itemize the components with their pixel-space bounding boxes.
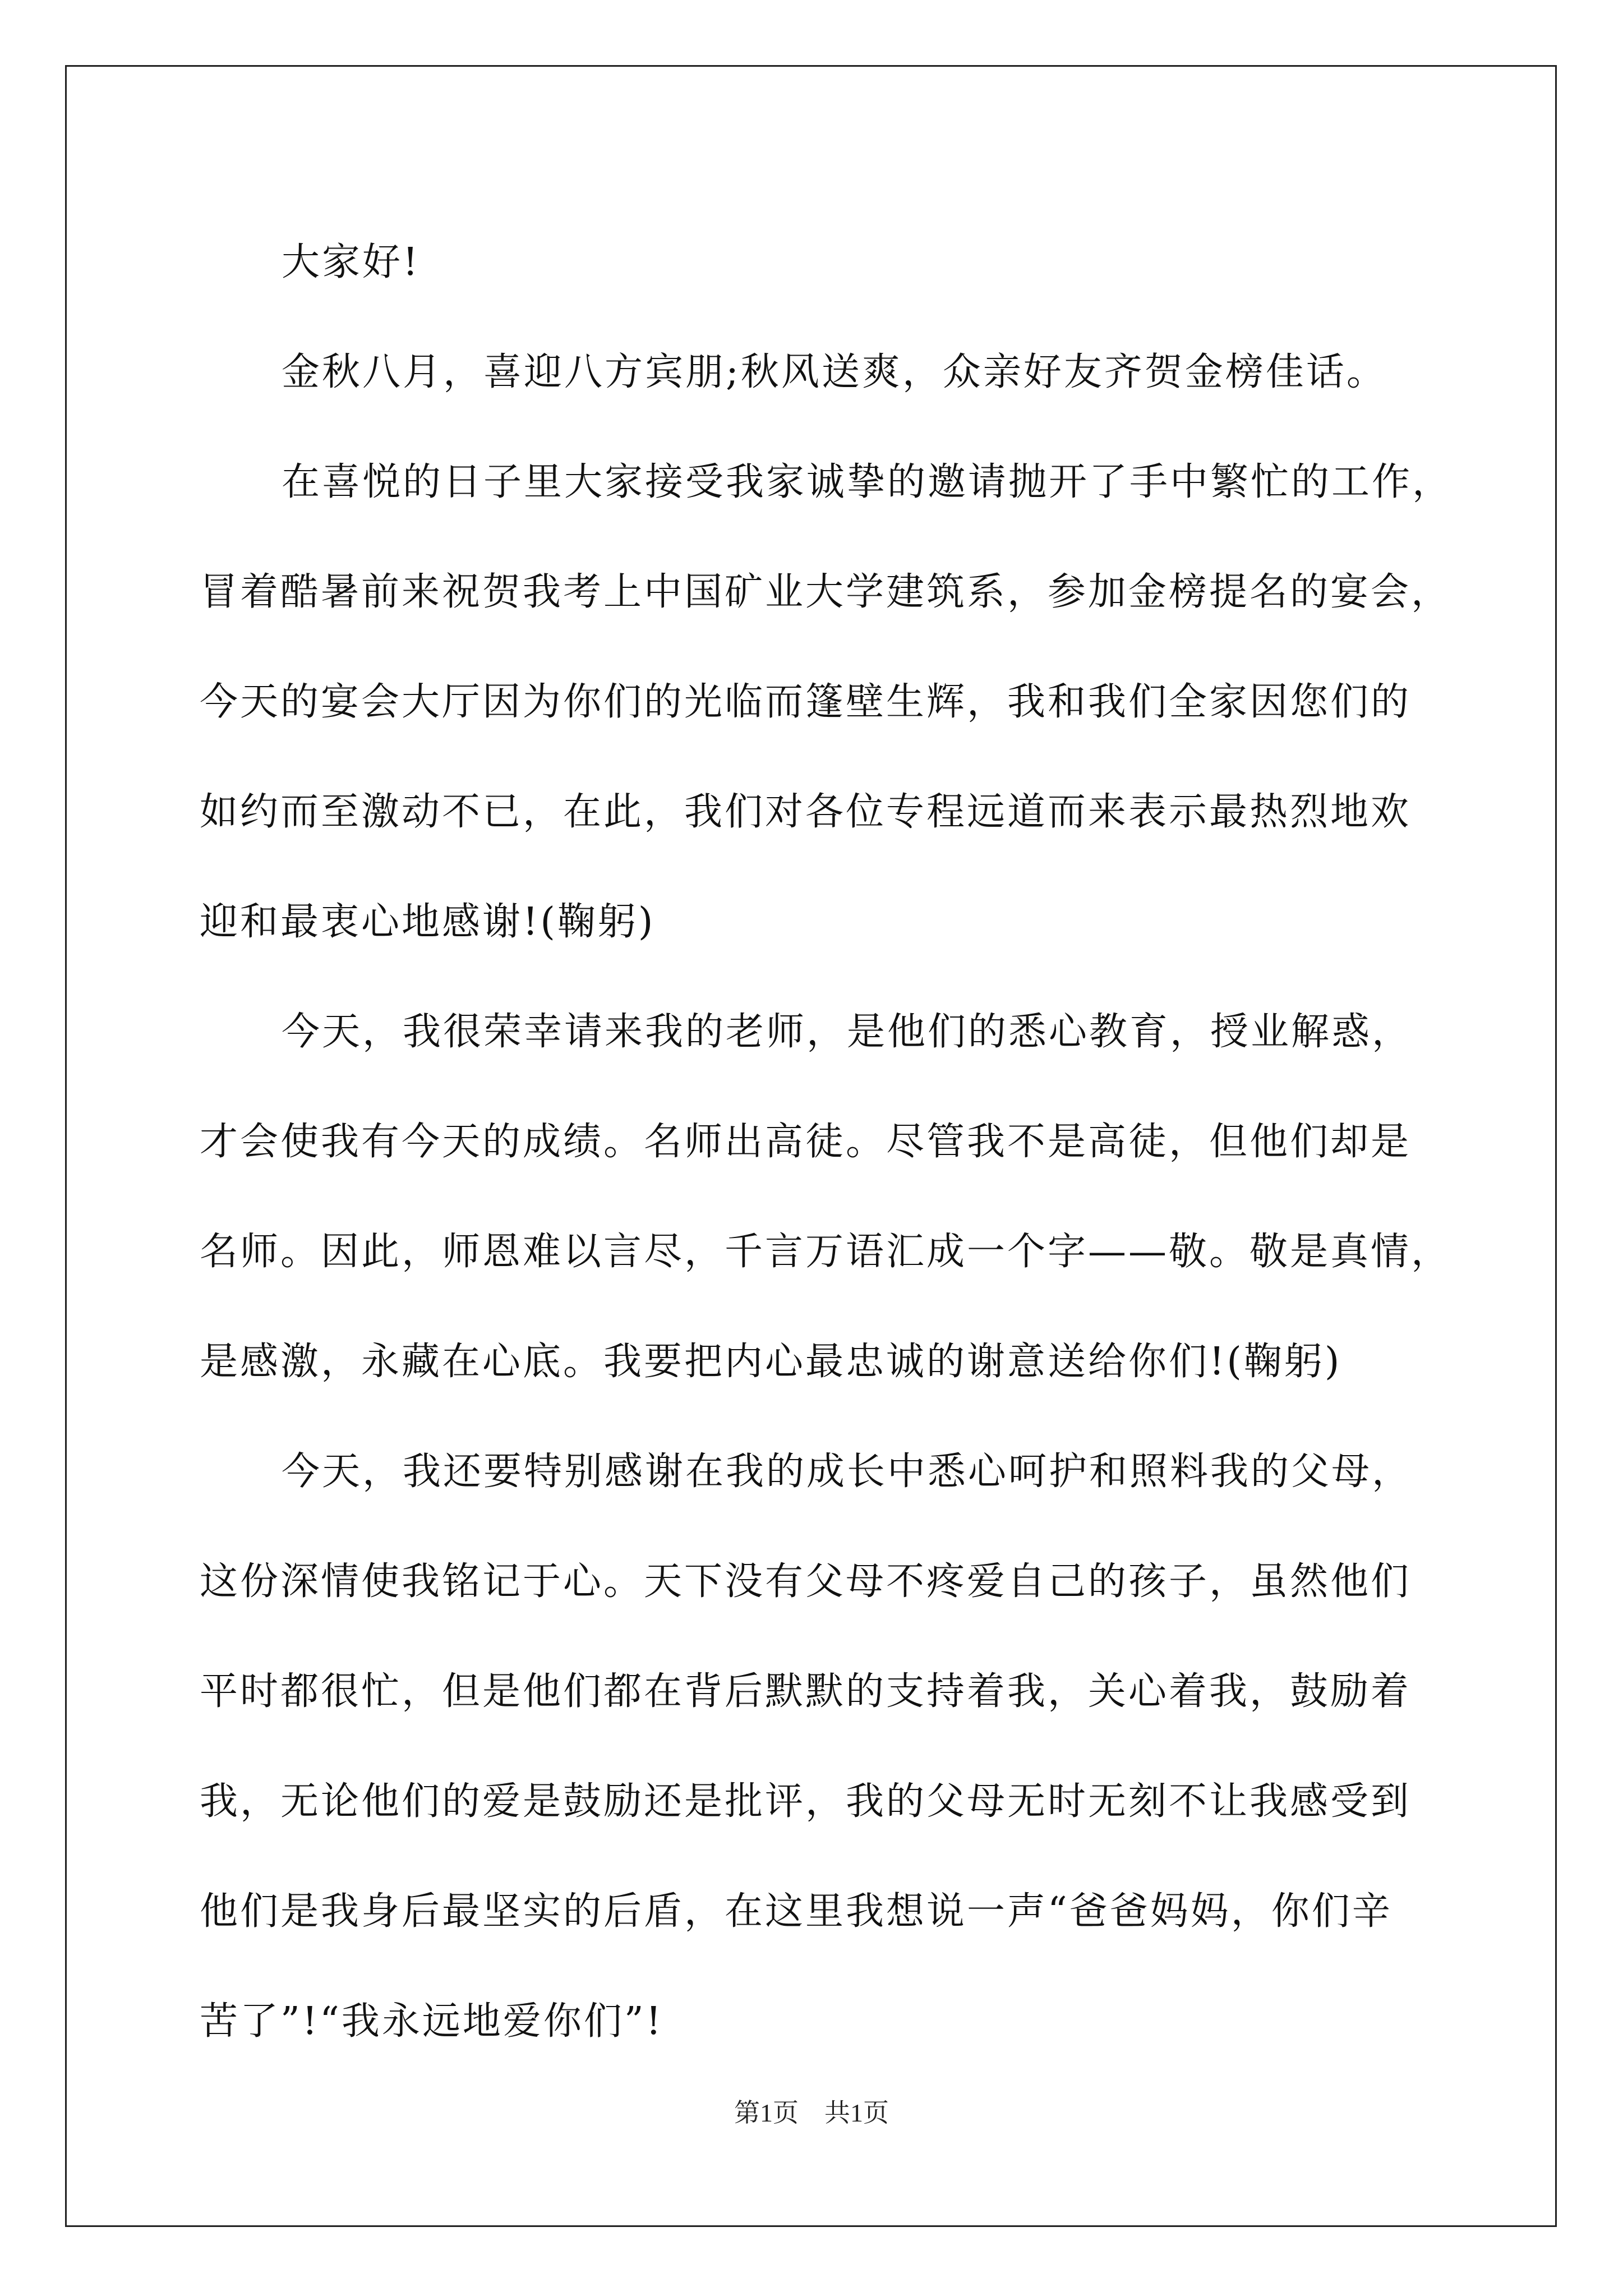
text-line: 冒着酷暑前来祝贺我考上中国矿业大学建筑系，参加金榜提名的宴会， — [200, 570, 1452, 614]
paragraph-welcome — [200, 427, 1453, 977]
text-line: 我，无论他们的爱是鼓励还是批评，我的父母无时无刻不让我感受到 — [200, 1779, 1412, 1824]
text-line: 他们是我身后最坚实的后盾，在这里我想说一声“爸爸妈妈，你们辛 — [200, 1889, 1393, 1934]
text-line: 今天，我很荣幸请来我的老师，是他们的悉心教育，授业解惑， — [282, 1010, 1413, 1054]
text-line: 大家好! — [282, 240, 421, 284]
text-line: 是感激，永藏在心底。我要把内心最忠诚的谢意送给你们!(鞠躬) — [200, 1340, 1342, 1384]
text-line: 苦了”!“我永远地爱你们”! — [200, 1999, 663, 2044]
text-line: 迎和最衷心地感谢!(鞠躬) — [200, 900, 656, 944]
text-line: 名师。因此，师恩难以言尽，千言万语汇成一个字——敬。敬是真情， — [200, 1230, 1452, 1274]
page-number-footer: 第1页 共1页 — [734, 2099, 889, 2127]
paragraph-teachers — [200, 977, 1452, 1417]
text-line: 平时都很忙，但是他们都在背后默默的支持着我，关心着我，鼓励着 — [200, 1669, 1412, 1714]
paragraph-greeting — [200, 208, 1433, 318]
text-line: 今天的宴会大厅因为你们的光临而篷壁生辉，我和我们全家因您们的 — [200, 680, 1412, 724]
document-body — [200, 208, 1453, 2077]
paragraph-opening — [200, 318, 1433, 427]
text-line: 今天，我还要特别感谢在我的成长中悉心呵护和照料我的父母， — [282, 1450, 1413, 1494]
text-line: 才会使我有今天的成绩。名师出高徒。尽管我不是高徒，但他们却是 — [200, 1120, 1412, 1164]
text-line: 这份深情使我铭记于心。天下没有父母不疼爱自己的孩子，虽然他们 — [200, 1559, 1412, 1604]
text-line: 如约而至激动不已，在此，我们对各位专程远道而来表示最热烈地欢 — [200, 790, 1412, 834]
text-line: 金秋八月，喜迎八方宾朋;秋风送爽，众亲好友齐贺金榜佳话。 — [282, 350, 1387, 394]
text-line: 在喜悦的日子里大家接受我家诚挚的邀请抛开了手中繁忙的工作， — [282, 460, 1453, 504]
paragraph-parents — [200, 1417, 1433, 2077]
